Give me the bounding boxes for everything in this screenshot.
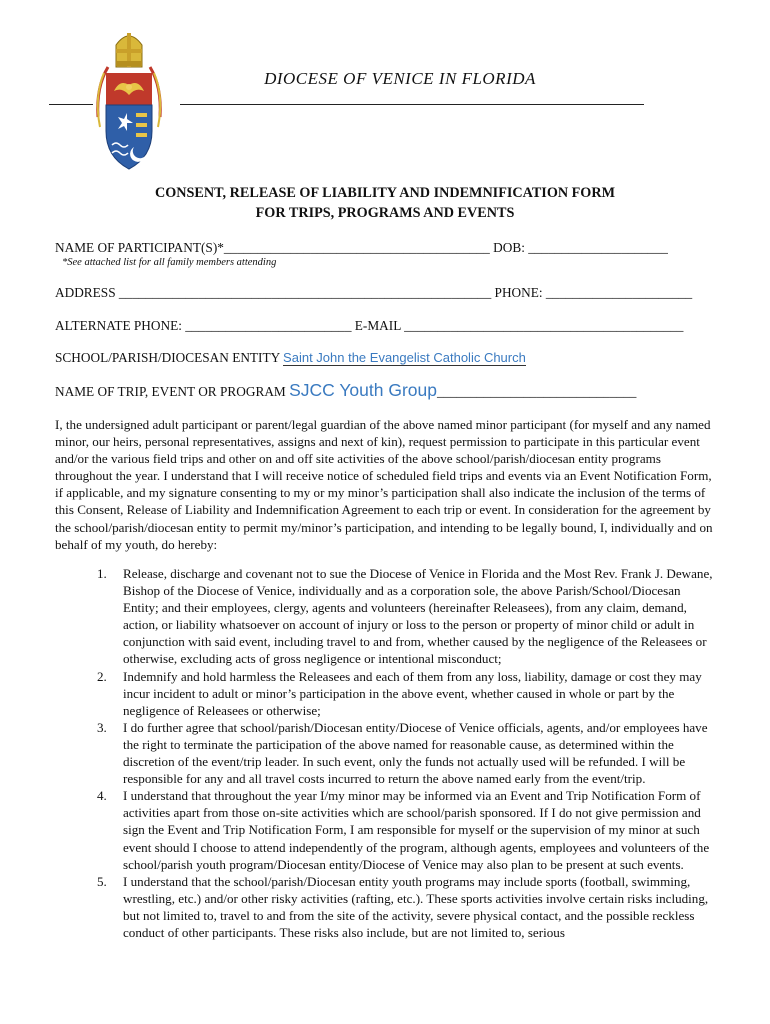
list-item [55,787,717,872]
list-item [55,719,717,787]
header-rule-left [49,104,93,105]
list-item [55,668,717,719]
list-item-text: I do further agree that school/parish/Diocesan entity/Diocese of Venice officials, agents, and/or employees have the right to terminate the participation of the above named for reasonable cause, as determined within the discretion of the event/trip leader. In such event, only the funds not actually used will be refunded. I will be responsible for any and all travel costs incurred to return the above named early from the event/trip. [123,719,708,787]
list-item-text: Indemnify and hold harmless the Releasees and each of them from any loss, liability, damage or cost they may incur incident to adult or minor’s participation in the above event, whether caused in whole or part by the negligence of Releasees or otherwise; [123,668,702,718]
form-title-line1: CONSENT, RELEASE OF LIABILITY AND INDEMNIFICATION FORM [155,185,615,201]
list-item-number: 3. [97,719,107,735]
diocese-title [0,69,770,89]
list-item [55,565,717,668]
intro-paragraph: I, the undersigned adult participant or parent/legal guardian of the above named minor participant (for myself and any named minor, our heirs, personal representatives, assigns and next of kin), request permission to participate in this particular event and/or the various field trips and other on and off site activities of the above school/parish/diocesan entity programs throughout the year. I understand that I will receive notice of scheduled field trips and events via an Event Notification Form, if applicable, and my signature consenting to my or my minor’s participation shall also indicate the inclusion of the terms of this Consent, Release of Liability and Indemnification Agreement to each trip or event. In consideration for the agreement by the school/parish/diocesan entity to permit my/minor’s participation, and intending to be legally bound, I, individually and on behalf of my youth, do hereby: [55,417,713,552]
list-item-number: 1. [97,566,107,581]
list-item-text: I understand that throughout the year I/my minor may be informed via an Event and Trip Notification Form of activities apart from those on-site activities which are school/parish sponsored. If I do not give permission and sign the Event and Trip Notification Form, I am responsible for myself or the supervision of my minor at such event should I choose to attend independently of the program, although agents, employees and volunteers of the school/parish youth program/Diocesan entity/Diocese of Venice may also plan to be present at such events. [123,788,710,872]
list-item-number: 2. [97,668,107,684]
list-item-text: I understand that the school/parish/Diocesan entity youth programs may include sports (football, swimming, wrestling, etc.) and/or other risky activities (rafting, etc.). These sports activities involve certain risks including, but not limited to, travel to and from the site of the activity, severe physical contact, and the possible reckless conduct of other participants. These risks also include, but are not limited to, serious [123,873,709,940]
list-item-number: 5. [97,873,107,889]
participant-note: *See attached list for all family members attending [62,257,277,268]
list-item-number: 4. [97,788,107,804]
trip-underline: ______________________________ [436,384,637,399]
trip-label: NAME OF TRIP, EVENT OR PROGRAM [55,384,286,399]
address-field[interactable]: ADDRESS ________________________________________________________ PHONE: ______________________ [55,285,693,300]
entity-label: SCHOOL/PARISH/DIOCESAN ENTITY [55,350,280,365]
diocese-title-text: DIOCESE OF VENICE IN FLORIDA [264,69,536,88]
entity-value[interactable]: Saint John the Evangelist Catholic Church [283,350,526,365]
terms-list [55,565,717,941]
form-title-line2: FOR TRIPS, PROGRAMS AND EVENTS [255,205,515,221]
trip-value[interactable]: SJCC Youth Group [289,380,437,400]
list-item [55,873,717,941]
participant-field[interactable]: NAME OF PARTICIPANT(S)*________________________________________ DOB: _____________________ [55,240,668,255]
trip-row [55,380,636,401]
list-item-text: Release, discharge and covenant not to sue the Diocese of Venice in Florida and the Most Rev. Frank J. Dewane, Bishop of the Diocese of Venice, individually and as a corporation sole, the above Parish/School/Diocesan Entity; and their employees, clergy, agents and volunteers (hereinafter Releasees), from any claim, demand, action, or liability whatsoever on account of injury or loss to the person or property of minor child or adult in conjunction with said event, including travel to and from, whether caused by the negligence of the Releasees or otherwise, excluding acts of gross negligence or intentional misconduct; [123,566,713,667]
diocese-crest-icon [86,27,172,175]
header-rule-right [180,104,644,105]
entity-row [55,350,526,366]
alternate-phone-email-field[interactable]: ALTERNATE PHONE: _________________________ E-MAIL __________________________________________ [55,318,684,333]
